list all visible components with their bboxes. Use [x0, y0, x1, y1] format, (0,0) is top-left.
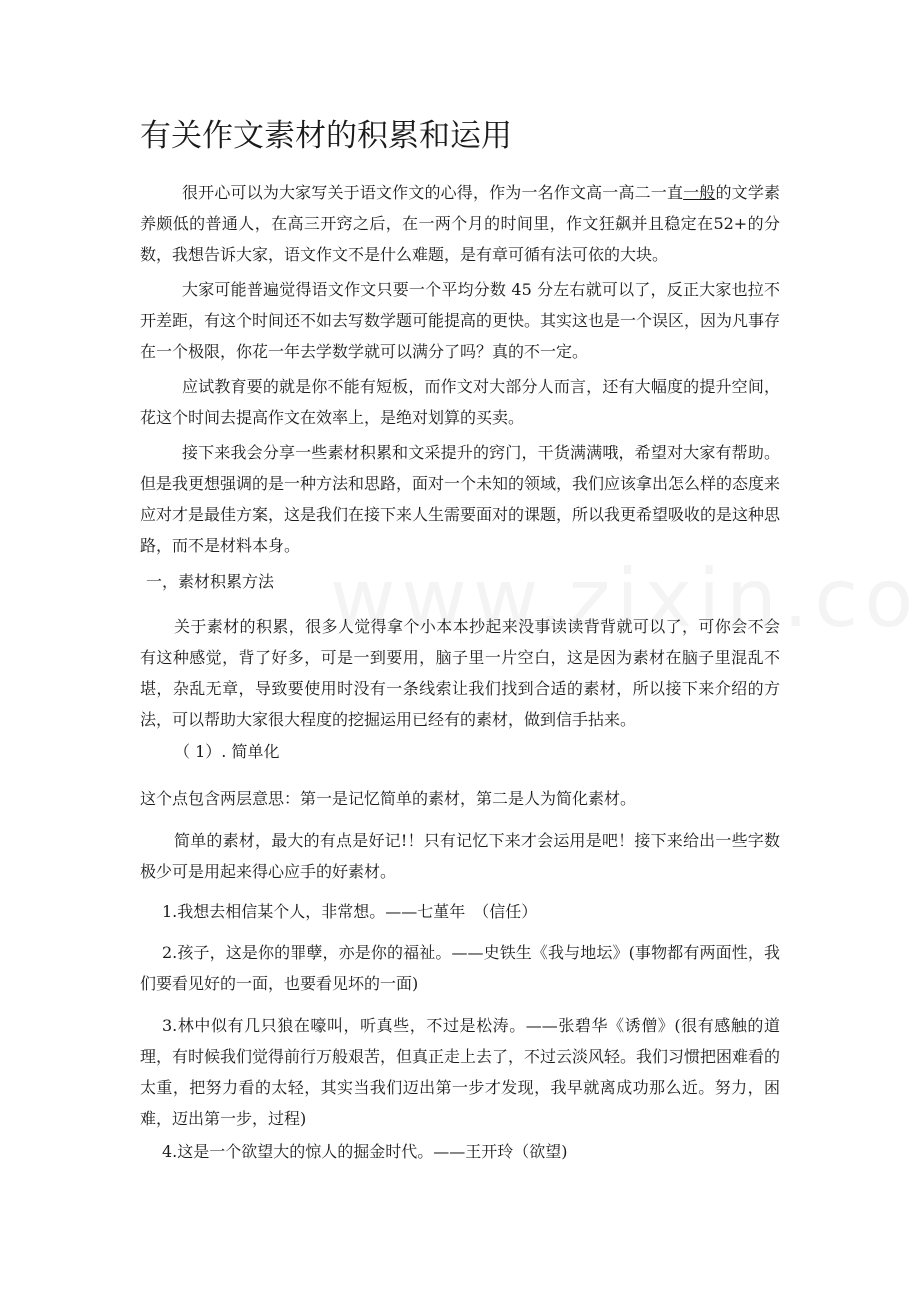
subsection-heading: （ 1）. 简单化 — [174, 742, 280, 761]
paragraph-two-meanings: 这个点包含两层意思：第一是记忆简单的素材，第二是人为简化素材。 — [140, 789, 637, 808]
underlined-phrase: 一般 — [683, 183, 716, 202]
paragraph-intro — [140, 177, 780, 270]
section-heading: 一，素材积累方法 — [146, 572, 275, 591]
paragraph-intro-text-after: 的文学素养颇低的普通人，在高三开窍之后，在一两个月的时间里，作文狂飙并且稳定在52+的分数，我想告诉大家，语文作文不是什么难题，是有章可循有法可依的大块。 — [140, 183, 780, 264]
paragraph-intro-text-before: 很开心可以为大家写关于语文作文的心得，作为一名作文高一高二一直 — [182, 183, 684, 202]
list-item: 2.孩子，这是你的罪孽，亦是你的福祉。——史铁生《我与地坛》(事物都有两面性，我们要看见好的一面，也要看见坏的一面) — [140, 943, 780, 993]
paragraph-accumulation: 关于素材的积累，很多人觉得拿个小本本抄起来没事读读背背就可以了，可你会不会有这种感觉，背了好多，可是一到要用，脑子里一片空白，这是因为素材在脑子里混乱不堪，杂乱无章，导致要使用时没有一条线索让我们找到合适的素材，所以接下来介绍的方法，可以帮助大家很大程度的挖掘运用已经有的素材，做到信手拈来。 — [140, 617, 780, 729]
list-item: 3.林中似有几只狼在嚎叫，听真些，不过是松涛。——张碧华《诱僧》(很有感触的道理，有时候我们觉得前行万般艰苦，但真正走上去了，不过云淡风轻。我们习惯把困难看的太重，把努力看的太轻，其实当我们迈出第一步才发现，我早就离成功那么近。努力，困难，迈出第一步，过程) — [140, 1016, 781, 1128]
paragraph-method-intro: 接下来我会分享一些素材积累和文采提升的窍门，干货满满哦，希望对大家有帮助。但是我更想强调的是一种方法和思路，面对一个未知的领域，我们应该拿出怎么样的态度来应对才是最佳方案，这是我们在接下来人生需要面对的课题，所以我更希望吸收的是这种思路，而不是材料本身。 — [140, 443, 781, 555]
paragraph-exam-education: 应试教育要的就是你不能有短板，而作文对大部分人而言，还有大幅度的提升空间，花这个时间去提高作文在效率上，是绝对划算的买卖。 — [140, 377, 780, 427]
paragraph-misconception: 大家可能普遍觉得语文作文只要一个平均分数 45 分左右就可以了，反正大家也拉不开差距，有这个时间还不如去写数学题可能提高的更快。其实这也是一个误区，因为凡事存在一个极限，你花一年去学数学就可以满分了吗？真的不一定。 — [140, 280, 781, 361]
paragraph-simple-material: 简单的素材，最大的有点是好记!！只有记忆下来才会运用是吧！接下来给出一些字数极少可是用起来得心应手的好素材。 — [140, 831, 780, 881]
document-title: 有关作文素材的积累和运用 — [140, 118, 512, 154]
list-item: 4.这是一个欲望大的惊人的掘金时代。——王开玲（欲望) — [162, 1142, 568, 1161]
list-item: 1.我想去相信某个人，非常想。——七堇年 （信任） — [162, 902, 538, 921]
